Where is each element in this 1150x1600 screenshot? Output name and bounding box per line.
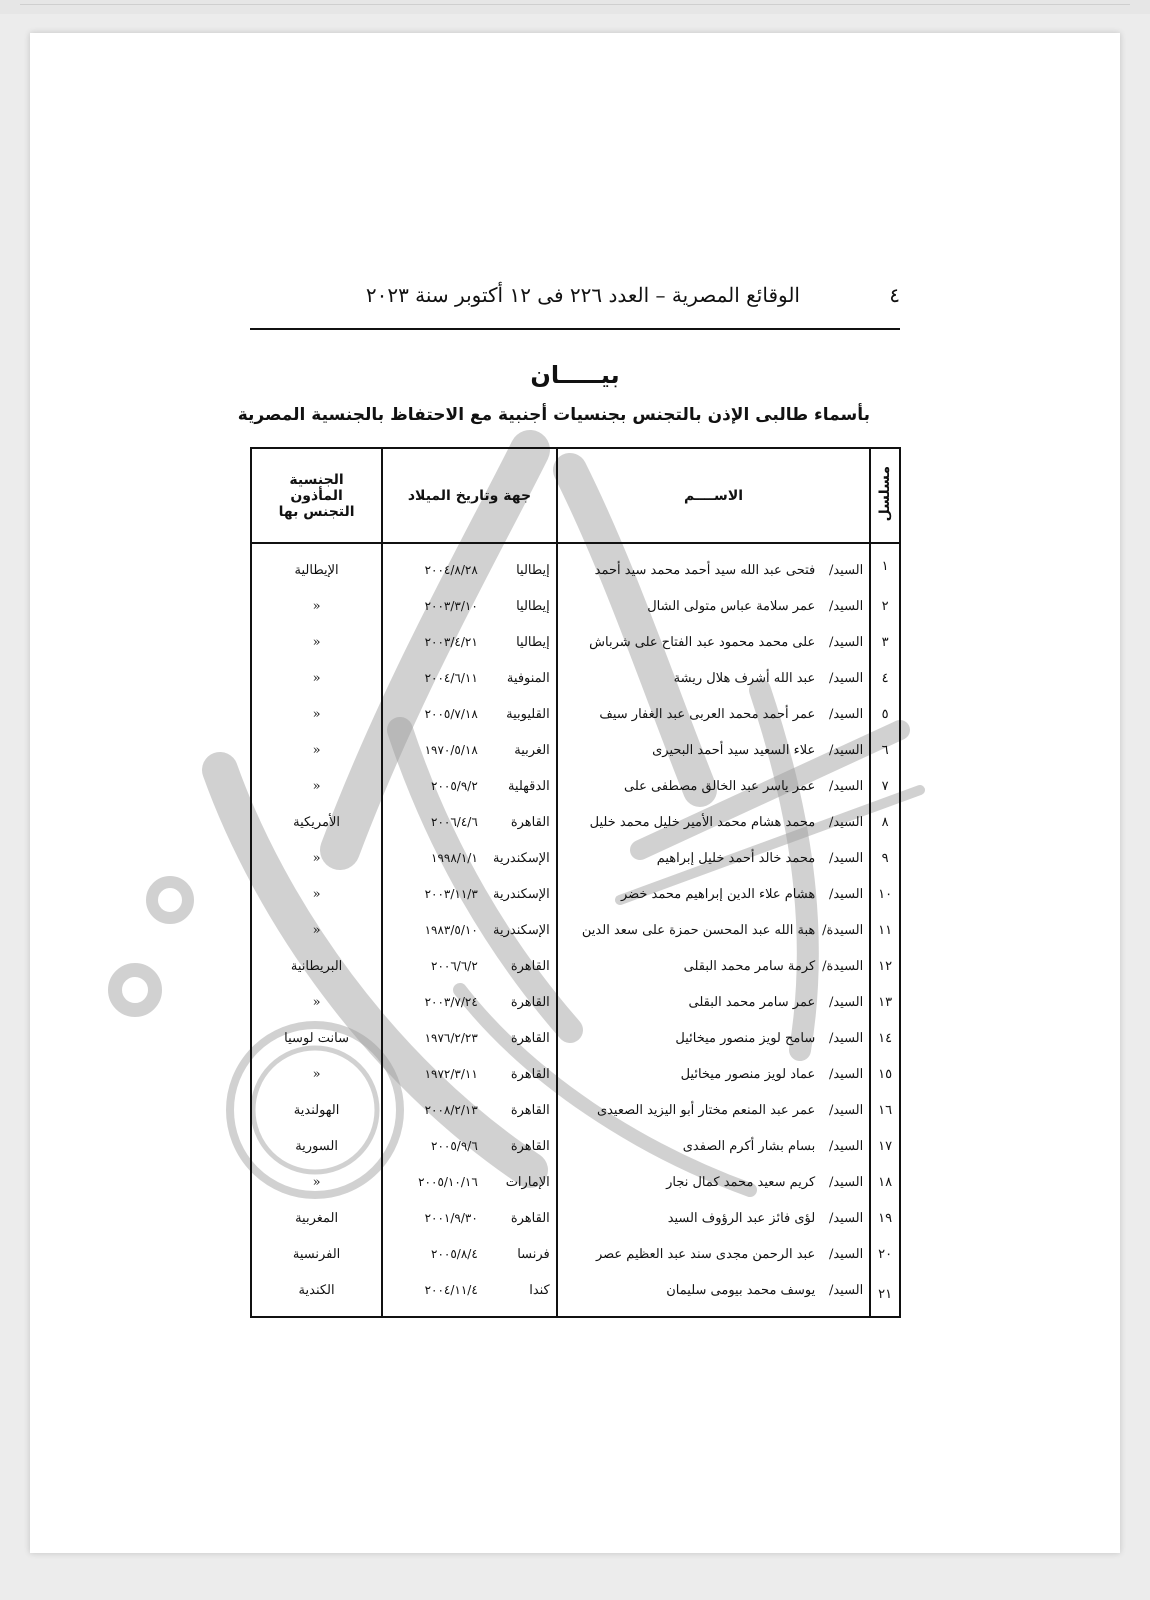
cell-name: [557, 1164, 870, 1200]
birth-place: الغربية: [514, 742, 550, 758]
birth-date: ٢٠٠٣/١١/٣: [424, 886, 478, 901]
cell-place-date: [382, 1056, 557, 1092]
person-name: عمر عبد المنعم مختار أبو اليزيد الصعيدى: [596, 1102, 816, 1118]
cell-serial: ١٠: [870, 876, 900, 912]
birth-date: ٢٠٠٥/١٠/١٦: [418, 1174, 478, 1189]
cell-place-date: [382, 543, 557, 588]
table-row: [251, 948, 900, 984]
cell-name: [557, 660, 870, 696]
person-name: كرمة سامر محمد البقلى: [683, 958, 816, 974]
honorific: السيد/: [828, 850, 864, 866]
header-place-date: جهة وتاريخ الميلاد: [382, 448, 557, 543]
table-row: [251, 696, 900, 732]
birth-date: ٢٠٠٣/٤/٢١: [424, 634, 478, 649]
cell-name: [557, 696, 870, 732]
person-name: هبة الله عبد المحسن حمزة على سعد الدين: [581, 922, 816, 938]
table-row: [251, 876, 900, 912]
cell-place-date: [382, 840, 557, 876]
person-name: محمد هشام محمد الأمير خليل محمد خليل: [589, 814, 816, 830]
person-name: على محمد محمود عبد الفتاح على شرباش: [589, 634, 816, 650]
cell-place-date: [382, 1020, 557, 1056]
cell-place-date: [382, 660, 557, 696]
person-name: فتحى عبد الله سيد أحمد محمد سيد أحمد: [594, 562, 816, 578]
birth-place: القاهرة: [510, 1210, 550, 1226]
honorific: السيد/: [828, 670, 864, 686]
header-rule: [250, 328, 900, 330]
cell-serial: ١: [870, 543, 900, 588]
cell-name: [557, 1236, 870, 1272]
table-row: [251, 543, 900, 588]
cell-name: [557, 804, 870, 840]
cell-place-date: [382, 624, 557, 660]
table-row: [251, 1128, 900, 1164]
cell-serial: ١٩: [870, 1200, 900, 1236]
table-row: [251, 1092, 900, 1128]
cell-nationality: «: [251, 840, 382, 876]
cell-serial: ١٧: [870, 1128, 900, 1164]
person-name: عبد الرحمن مجدى سند عبد العظيم عصر: [595, 1246, 816, 1262]
birth-place: فرنسا: [517, 1246, 550, 1262]
cell-serial: ٦: [870, 732, 900, 768]
honorific: السيد/: [828, 742, 864, 758]
cell-nationality: «: [251, 588, 382, 624]
cell-name: [557, 624, 870, 660]
birth-date: ١٩٧٢/٣/١١: [424, 1066, 478, 1081]
birth-date: ٢٠٠٤/١١/٤: [424, 1282, 478, 1297]
table-row: [251, 1056, 900, 1092]
cell-serial: ٢: [870, 588, 900, 624]
cell-nationality: الإيطالية: [251, 543, 382, 588]
table-row: [251, 840, 900, 876]
cell-name: [557, 1056, 870, 1092]
cell-serial: ١٨: [870, 1164, 900, 1200]
birth-place: الإسكندرية: [493, 886, 550, 902]
cell-nationality: الأمريكية: [251, 804, 382, 840]
cell-nationality: السورية: [251, 1128, 382, 1164]
document-title: بيـــــان: [530, 361, 620, 389]
cell-name: [557, 543, 870, 588]
header-name: الاســــم: [557, 448, 870, 543]
cell-name: [557, 984, 870, 1020]
birth-date: ١٩٧٠/٥/١٨: [424, 742, 478, 757]
table-row: [251, 624, 900, 660]
table-row: [251, 1164, 900, 1200]
person-name: عمر ياسر عبد الخالق مصطفى على: [624, 778, 816, 794]
cell-nationality: البريطانية: [251, 948, 382, 984]
honorific: السيد/: [828, 706, 864, 722]
birth-place: الإمارات: [505, 1174, 550, 1190]
cell-serial: ٥: [870, 696, 900, 732]
birth-date: ٢٠٠٣/٧/٢٤: [424, 994, 478, 1009]
birth-place: القاهرة: [510, 958, 550, 974]
birth-date: ٢٠٠٦/٦/٢: [431, 958, 478, 973]
honorific: السيد/: [828, 994, 864, 1010]
page-number: ٤: [889, 283, 900, 307]
cell-serial: ٩: [870, 840, 900, 876]
cell-place-date: [382, 696, 557, 732]
header-nationality: الجنسية المأذون التجنس بها: [251, 448, 382, 543]
cell-name: [557, 1092, 870, 1128]
viewer-top-line: [20, 4, 1130, 5]
table-row: [251, 1020, 900, 1056]
table-row: [251, 1200, 900, 1236]
person-name: عمر سامر محمد البقلى: [688, 994, 816, 1010]
person-name: يوسف محمد بيومى سليمان: [666, 1282, 816, 1298]
cell-serial: ١٦: [870, 1092, 900, 1128]
cell-name: [557, 768, 870, 804]
issue-line: الوقائع المصرية – العدد ٢٢٦ فى ١٢ أكتوبر سنة ٢٠٢٣: [365, 283, 800, 307]
birth-place: القاهرة: [510, 1138, 550, 1154]
cell-nationality: الهولندية: [251, 1092, 382, 1128]
cell-name: [557, 1128, 870, 1164]
birth-date: ١٩٧٦/٢/٢٣: [424, 1030, 478, 1045]
cell-nationality: «: [251, 660, 382, 696]
cell-nationality: «: [251, 912, 382, 948]
honorific: السيد/: [828, 814, 864, 830]
cell-serial: ٨: [870, 804, 900, 840]
birth-date: ٢٠٠٥/٩/٦: [431, 1138, 478, 1153]
cell-nationality: «: [251, 1056, 382, 1092]
person-name: سامح لويز منصور ميخائيل: [675, 1030, 816, 1046]
cell-place-date: [382, 804, 557, 840]
honorific: السيدة/: [822, 922, 864, 938]
honorific: السيد/: [828, 598, 864, 614]
cell-name: [557, 840, 870, 876]
person-name: لؤى فائز عبد الرؤوف السيد: [667, 1210, 816, 1226]
birth-date: ١٩٩٨/١/١: [431, 850, 478, 865]
cell-place-date: [382, 1272, 557, 1317]
person-name: عبد الله أشرف هلال ريشة: [673, 670, 816, 686]
person-name: علاء السعيد سيد أحمد البحيرى: [652, 742, 816, 758]
honorific: السيد/: [828, 634, 864, 650]
birth-place: إيطاليا: [516, 634, 550, 650]
cell-serial: ٢١: [870, 1272, 900, 1317]
cell-place-date: [382, 1164, 557, 1200]
person-name: هشام علاء الدين إبراهيم محمد خضر: [620, 886, 816, 902]
cell-place-date: [382, 984, 557, 1020]
cell-place-date: [382, 1092, 557, 1128]
cell-name: [557, 732, 870, 768]
person-name: عمر سلامة عباس متولى الشال: [647, 598, 816, 614]
table-body: [251, 543, 900, 1317]
birth-date: ٢٠٠٥/٩/٢: [431, 778, 478, 793]
birth-place: الدقهلية: [507, 778, 550, 794]
birth-place: القليوبية: [506, 706, 550, 722]
honorific: السيد/: [828, 1066, 864, 1082]
cell-place-date: [382, 1236, 557, 1272]
header-serial: [870, 448, 900, 543]
birth-place: القاهرة: [510, 1102, 550, 1118]
cell-serial: ١٢: [870, 948, 900, 984]
honorific: السيد/: [828, 886, 864, 902]
cell-place-date: [382, 912, 557, 948]
birth-place: القاهرة: [510, 814, 550, 830]
person-name: كريم سعيد محمد كمال نجار: [666, 1174, 816, 1190]
viewer-top-bar: [0, 0, 1150, 14]
cell-nationality: المغربية: [251, 1200, 382, 1236]
honorific: السيد/: [828, 778, 864, 794]
cell-name: [557, 588, 870, 624]
cell-nationality: «: [251, 768, 382, 804]
person-name: بسام بشار أكرم الصفدى: [682, 1138, 816, 1154]
birth-date: ٢٠٠٤/٦/١١: [424, 670, 478, 685]
table-row: [251, 732, 900, 768]
birth-place: القاهرة: [510, 994, 550, 1010]
cell-nationality: الفرنسية: [251, 1236, 382, 1272]
birth-place: كندا: [529, 1282, 550, 1298]
cell-serial: ١٣: [870, 984, 900, 1020]
cell-nationality: «: [251, 984, 382, 1020]
table-row: [251, 984, 900, 1020]
cell-nationality: «: [251, 1164, 382, 1200]
honorific: السيد/: [828, 1246, 864, 1262]
person-name: عمر أحمد محمد العربى عبد الغفار سيف: [599, 706, 816, 722]
header-serial-label: مسلسل: [877, 465, 894, 522]
cell-nationality: «: [251, 696, 382, 732]
honorific: السيد/: [828, 1210, 864, 1226]
cell-name: [557, 876, 870, 912]
birth-place: القاهرة: [510, 1030, 550, 1046]
page-header: [250, 283, 900, 311]
applicants-table: [250, 447, 901, 1318]
cell-place-date: [382, 1128, 557, 1164]
cell-place-date: [382, 768, 557, 804]
cell-serial: ١٤: [870, 1020, 900, 1056]
table-row: [251, 912, 900, 948]
cell-name: [557, 1200, 870, 1236]
honorific: السيد/: [828, 1030, 864, 1046]
cell-place-date: [382, 1200, 557, 1236]
birth-place: الإسكندرية: [493, 850, 550, 866]
cell-name: [557, 912, 870, 948]
cell-serial: ٢٠: [870, 1236, 900, 1272]
cell-serial: ١١: [870, 912, 900, 948]
document-subtitle: بأسماء طالبى الإذن بالتجنس بجنسيات أجنبية مع الاحتفاظ بالجنسية المصرية: [237, 405, 870, 425]
honorific: السيدة/: [822, 958, 864, 974]
cell-place-date: [382, 588, 557, 624]
birth-place: الإسكندرية: [493, 922, 550, 938]
cell-nationality: الكندية: [251, 1272, 382, 1317]
cell-name: [557, 1272, 870, 1317]
birth-place: إيطاليا: [516, 562, 550, 578]
birth-place: المنوفية: [506, 670, 550, 686]
birth-date: ١٩٨٣/٥/١٠: [424, 922, 478, 937]
birth-date: ٢٠٠٦/٤/٦: [431, 814, 478, 829]
cell-nationality: سانت لوسيا: [251, 1020, 382, 1056]
honorific: السيد/: [828, 1102, 864, 1118]
honorific: السيد/: [828, 1282, 864, 1298]
birth-place: إيطاليا: [516, 598, 550, 614]
cell-serial: ١٥: [870, 1056, 900, 1092]
cell-serial: ٤: [870, 660, 900, 696]
table-row: [251, 1272, 900, 1317]
birth-date: ٢٠٠٥/٨/٤: [431, 1246, 478, 1261]
birth-date: ٢٠٠٨/٢/١٣: [424, 1102, 478, 1117]
table-row: [251, 768, 900, 804]
cell-nationality: «: [251, 624, 382, 660]
cell-name: [557, 948, 870, 984]
person-name: عماد لويز منصور ميخائيل: [680, 1066, 816, 1082]
birth-date: ٢٠٠١/٩/٣٠: [424, 1210, 478, 1225]
table-row: [251, 660, 900, 696]
cell-place-date: [382, 948, 557, 984]
honorific: السيد/: [828, 562, 864, 578]
person-name: محمد خالد أحمد خليل إبراهيم: [656, 850, 816, 866]
cell-serial: ٧: [870, 768, 900, 804]
birth-date: ٢٠٠٣/٣/١٠: [424, 598, 478, 613]
birth-place: القاهرة: [510, 1066, 550, 1082]
cell-nationality: «: [251, 732, 382, 768]
cell-place-date: [382, 876, 557, 912]
table-row: [251, 1236, 900, 1272]
honorific: السيد/: [828, 1174, 864, 1190]
table-row: [251, 588, 900, 624]
birth-date: ٢٠٠٥/٧/١٨: [424, 706, 478, 721]
cell-place-date: [382, 732, 557, 768]
honorific: السيد/: [828, 1138, 864, 1154]
cell-nationality: «: [251, 876, 382, 912]
birth-date: ٢٠٠٤/٨/٢٨: [424, 562, 478, 577]
table-header-row: [251, 448, 900, 543]
cell-serial: ٣: [870, 624, 900, 660]
table-row: [251, 804, 900, 840]
cell-name: [557, 1020, 870, 1056]
